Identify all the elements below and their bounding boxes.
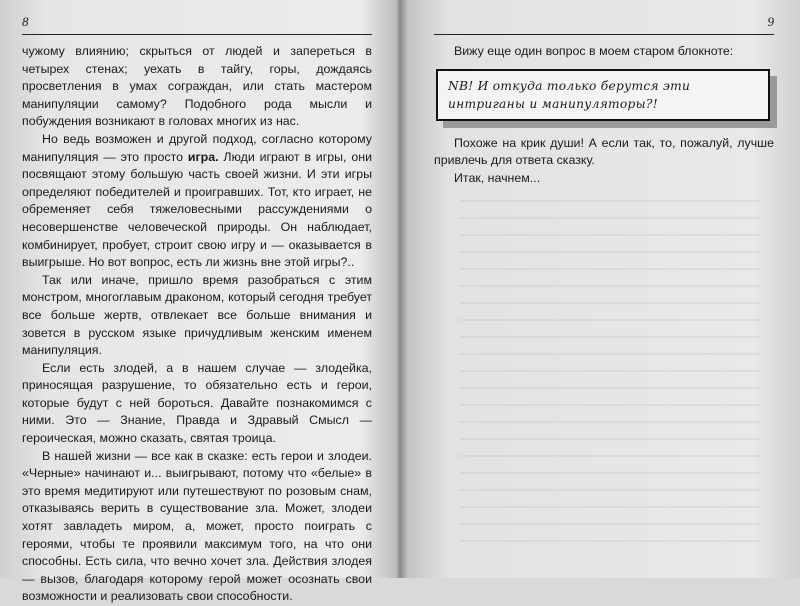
right-page (408, 0, 800, 578)
paragraph-5: В нашей жизни — все как в сказке: есть герои и злодеи. «Черные» начинают и... выигрывают, потому что «белые» в это время медитируют или путешествуют по розовым снам, отказываясь верить в существование зла. Может, злодеи хотят завладеть миром, а, может, просто поиграть с героями, чтобы те проявили максимум того, на что они способны. Есть сила, что вечно хочет зла. Действия злодея — вызов, благодаря которому герой может осознать свои возможности и реализовать свои способности. (22, 448, 372, 604)
header-rule-left (22, 34, 372, 35)
paragraph-3: Так или иначе, пришло время разобраться с этим монстром, многоглавым драконом, который сегодня требует все больше жертв, отвлекает все больше внимания и зовется в русском языке причудливым женским именем манипуляция. (22, 272, 372, 358)
header-rule-right (434, 34, 774, 35)
paragraph-4: Если есть злодей, а в нашем случае — злодейка, приносящая разрушение, то обязательно есть и герои, которые будут с ней бороться. Давайте познакомимся с ними. Это — Знание, Правда и Здравый Смысл — героическая, можно сказать, святая троица. (22, 360, 372, 446)
bold-word-game: игра. (187, 149, 219, 164)
paragraph-2-end: Люди играют в игры, они посвящают этому большую часть своей жизни. И эти игры определяют победителей и проигравших. Тот, кто играет, не обременяет себя тяжеловесными рассуждениями о несовершенстве человеческой природы. Он наблюдает, комбинирует, пробует, строит свою игру и — оказывается в выигрыше. Но вот вопрос, есть ли жизнь вне этой игры?.. (22, 149, 372, 270)
left-page (0, 0, 396, 604)
paragraph-1: чужому влиянию; скрыться от людей и запереться в четырех стенах; уехать в тайгу, горы, дождаясь просветления в умах сограждан, или стать мастером манипуляции самому? Подобного рода мысли и побуждения возникают в головах многих из нас. (22, 44, 372, 129)
page-number-right: 9 (767, 14, 774, 29)
paragraph-2-start: Но ведь возможен и другой подход, согласно которому манипуляция — это просто (22, 131, 372, 164)
paragraph-2 (22, 131, 372, 272)
page-number-left: 8 (22, 14, 29, 29)
right-paragraph-1: Похоже на крик души! А если так, то, пожалуй, лучше привлечь для ответа сказку. (434, 135, 774, 168)
nb-note-box: NB! И откуда только берутся эти интриганы и манипуляторы?! (436, 69, 770, 121)
intro-line: Вижу еще один вопрос в моем старом блокноте: (454, 44, 734, 58)
right-paragraph-2: Итак, начнем... (454, 170, 541, 185)
